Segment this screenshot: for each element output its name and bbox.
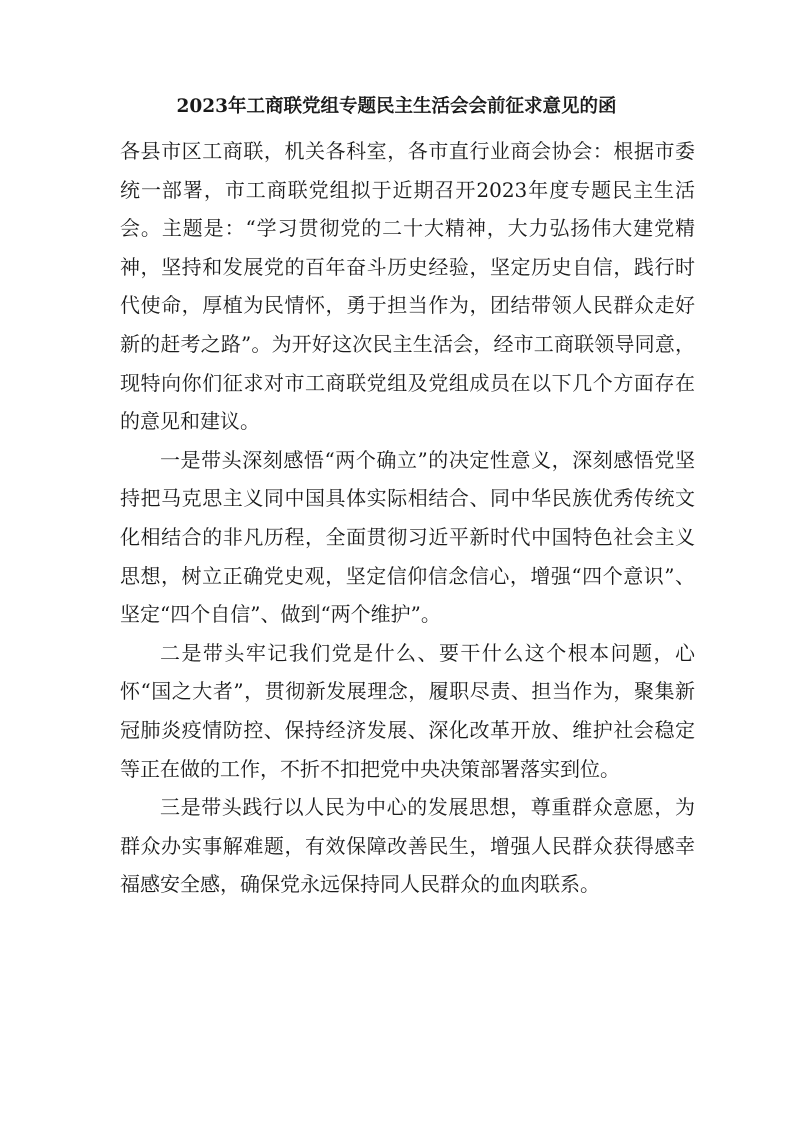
paragraph-opening: 各县市区工商联，机关各科室，各市直行业商会协会：根据市委统一部署，市工商联党组拟于近期召开2023年度专题民主生活会。主题是：“学习贯彻党的二十大精神，大力弘扬伟大建党精神，坚持和发展党的百年奋斗历史经验，坚定历史自信，践行时代使命，厚植为民情怀，勇于担当作为，团结带领人民群众走好新的赶考之路”。为开好这次民主生活会，经市工商联领导同意，现特向你们征求对市工商联党组及党组成员在以下几个方面存在的意见和建议。 (120, 139, 695, 434)
paragraph-point-one: 一是带头深刻感悟“两个确立”的决定性意义，深刻感悟党坚持把马克思主义同中国具体实际相结合、同中华民族优秀传统文化相结合的非凡历程，全面贯彻习近平新时代中国特色社会主义思想，树立正确党史观，坚定信仰信念信心，增强“四个意识”、坚定“四个自信”、做到“两个维护”。 (120, 447, 695, 627)
paragraph-point-three: 三是带头践行以人民为中心的发展思想，尊重群众意愿，为群众办实事解难题，有效保障改善民生，增强人民群众获得感幸福感安全感，确保党永远保持同人民群众的血肉联系。 (120, 795, 695, 897)
document-title: 2023年工商联党组专题民主生活会会前征求意见的函 (176, 96, 617, 117)
document-body (120, 132, 695, 904)
paragraph-point-two: 二是带头牢记我们党是什么、要干什么这个根本问题，心怀“国之大者”，贯彻新发展理念，履职尽责、担当作为，聚集新冠肺炎疫情防控、保持经济发展、深化改革开放、维护社会稳定等正在做的工作，不折不扣把党中央决策部署落实到位。 (120, 640, 695, 781)
